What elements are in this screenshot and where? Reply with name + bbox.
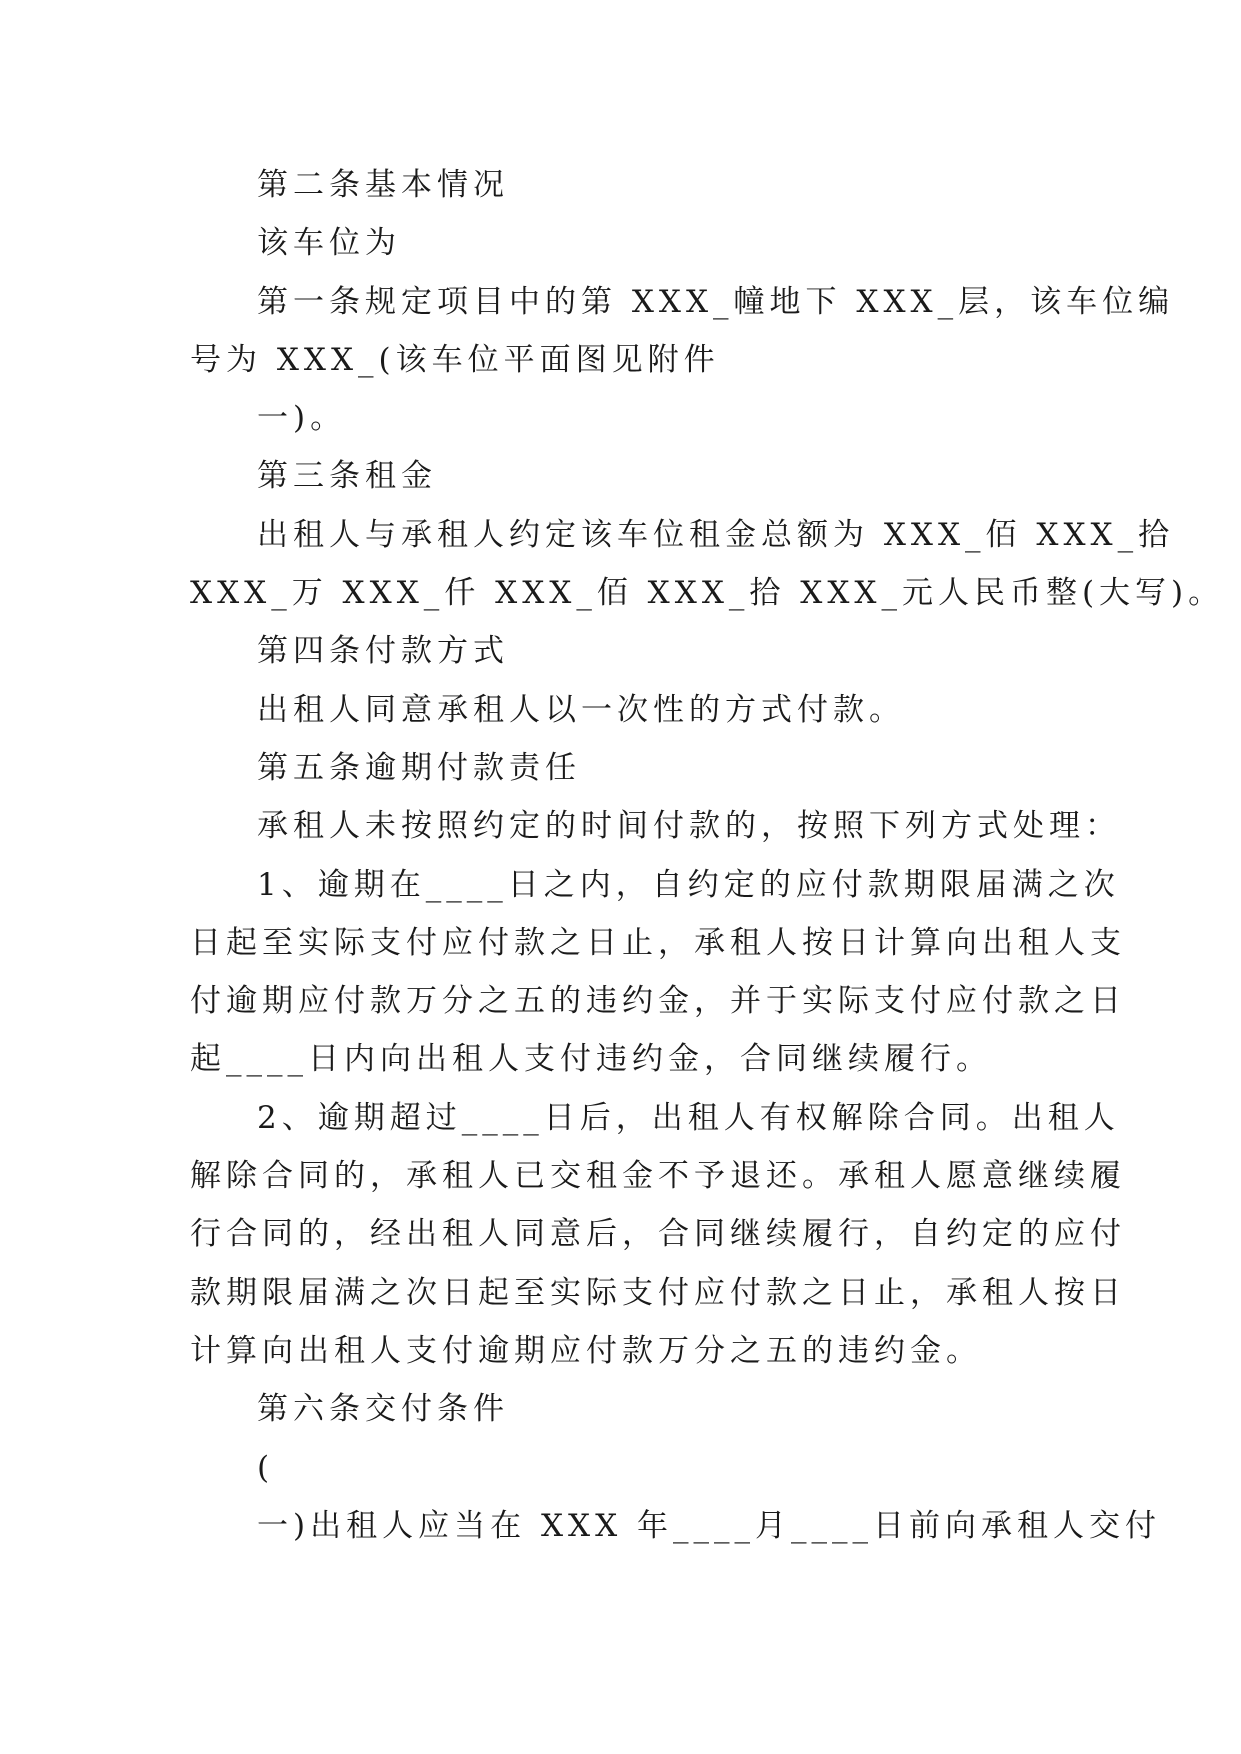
clause-1-line: 1、逾期在____日之内，自约定的应付款期限届满之次 <box>257 866 1120 903</box>
paragraph-line: 号为 XXX_(该车位平面图见附件 <box>190 341 720 378</box>
heading-article-6: 第六条交付条件 <box>257 1391 509 1428</box>
heading-article-2: 第二条基本情况 <box>257 167 509 203</box>
clause-1-line: 起____日内向出租人支付违约金，合同继续履行。 <box>190 1041 992 1078</box>
paragraph-line: 一)出租人应当在 XXX 年____月____日前向承租人交付 <box>257 1507 1162 1544</box>
paragraph-line: 该车位为 <box>257 225 401 262</box>
paragraph-line: XXX_万 XXX_仟 XXX_佰 XXX_拾 XXX_元人民币整(大写)。 <box>190 575 1225 612</box>
clause-2-line: 行合同的，经出租人同意后，合同继续履行，自约定的应付 <box>190 1216 1126 1253</box>
paragraph-line: 一)。 <box>257 400 347 437</box>
clause-2-line: 款期限届满之次日起至实际支付应付款之日止，承租人按日 <box>190 1274 1126 1311</box>
clause-2-line: 2、逾期超过____日后，出租人有权解除合同。出租人 <box>257 1099 1120 1136</box>
heading-article-3: 第三条租金 <box>257 458 437 495</box>
paragraph-line: 第一条规定项目中的第 XXX_幢地下 XXX_层，该车位编 <box>257 283 1175 320</box>
clause-2-line: 解除合同的，承租人已交租金不予退还。承租人愿意继续履 <box>190 1158 1126 1195</box>
paragraph-line: 出租人同意承租人以一次性的方式付款。 <box>257 691 905 728</box>
clause-1-line: 日起至实际支付应付款之日止，承租人按日计算向出租人支 <box>190 924 1126 961</box>
heading-article-5: 第五条逾期付款责任 <box>257 749 581 786</box>
paragraph-line: 承租人未按照约定的时间付款的，按照下列方式处理： <box>257 808 1121 845</box>
paragraph-line: 出租人与承租人约定该车位租金总额为 XXX_佰 XXX_拾 <box>257 516 1175 553</box>
clause-1-line: 付逾期应付款万分之五的违约金，并于实际支付应付款之日 <box>190 983 1126 1020</box>
clause-2-line: 计算向出租人支付逾期应付款万分之五的违约金。 <box>190 1332 982 1369</box>
document-body <box>190 156 1225 1555</box>
paragraph-line: ( <box>257 1449 275 1486</box>
heading-article-4: 第四条付款方式 <box>257 633 509 670</box>
